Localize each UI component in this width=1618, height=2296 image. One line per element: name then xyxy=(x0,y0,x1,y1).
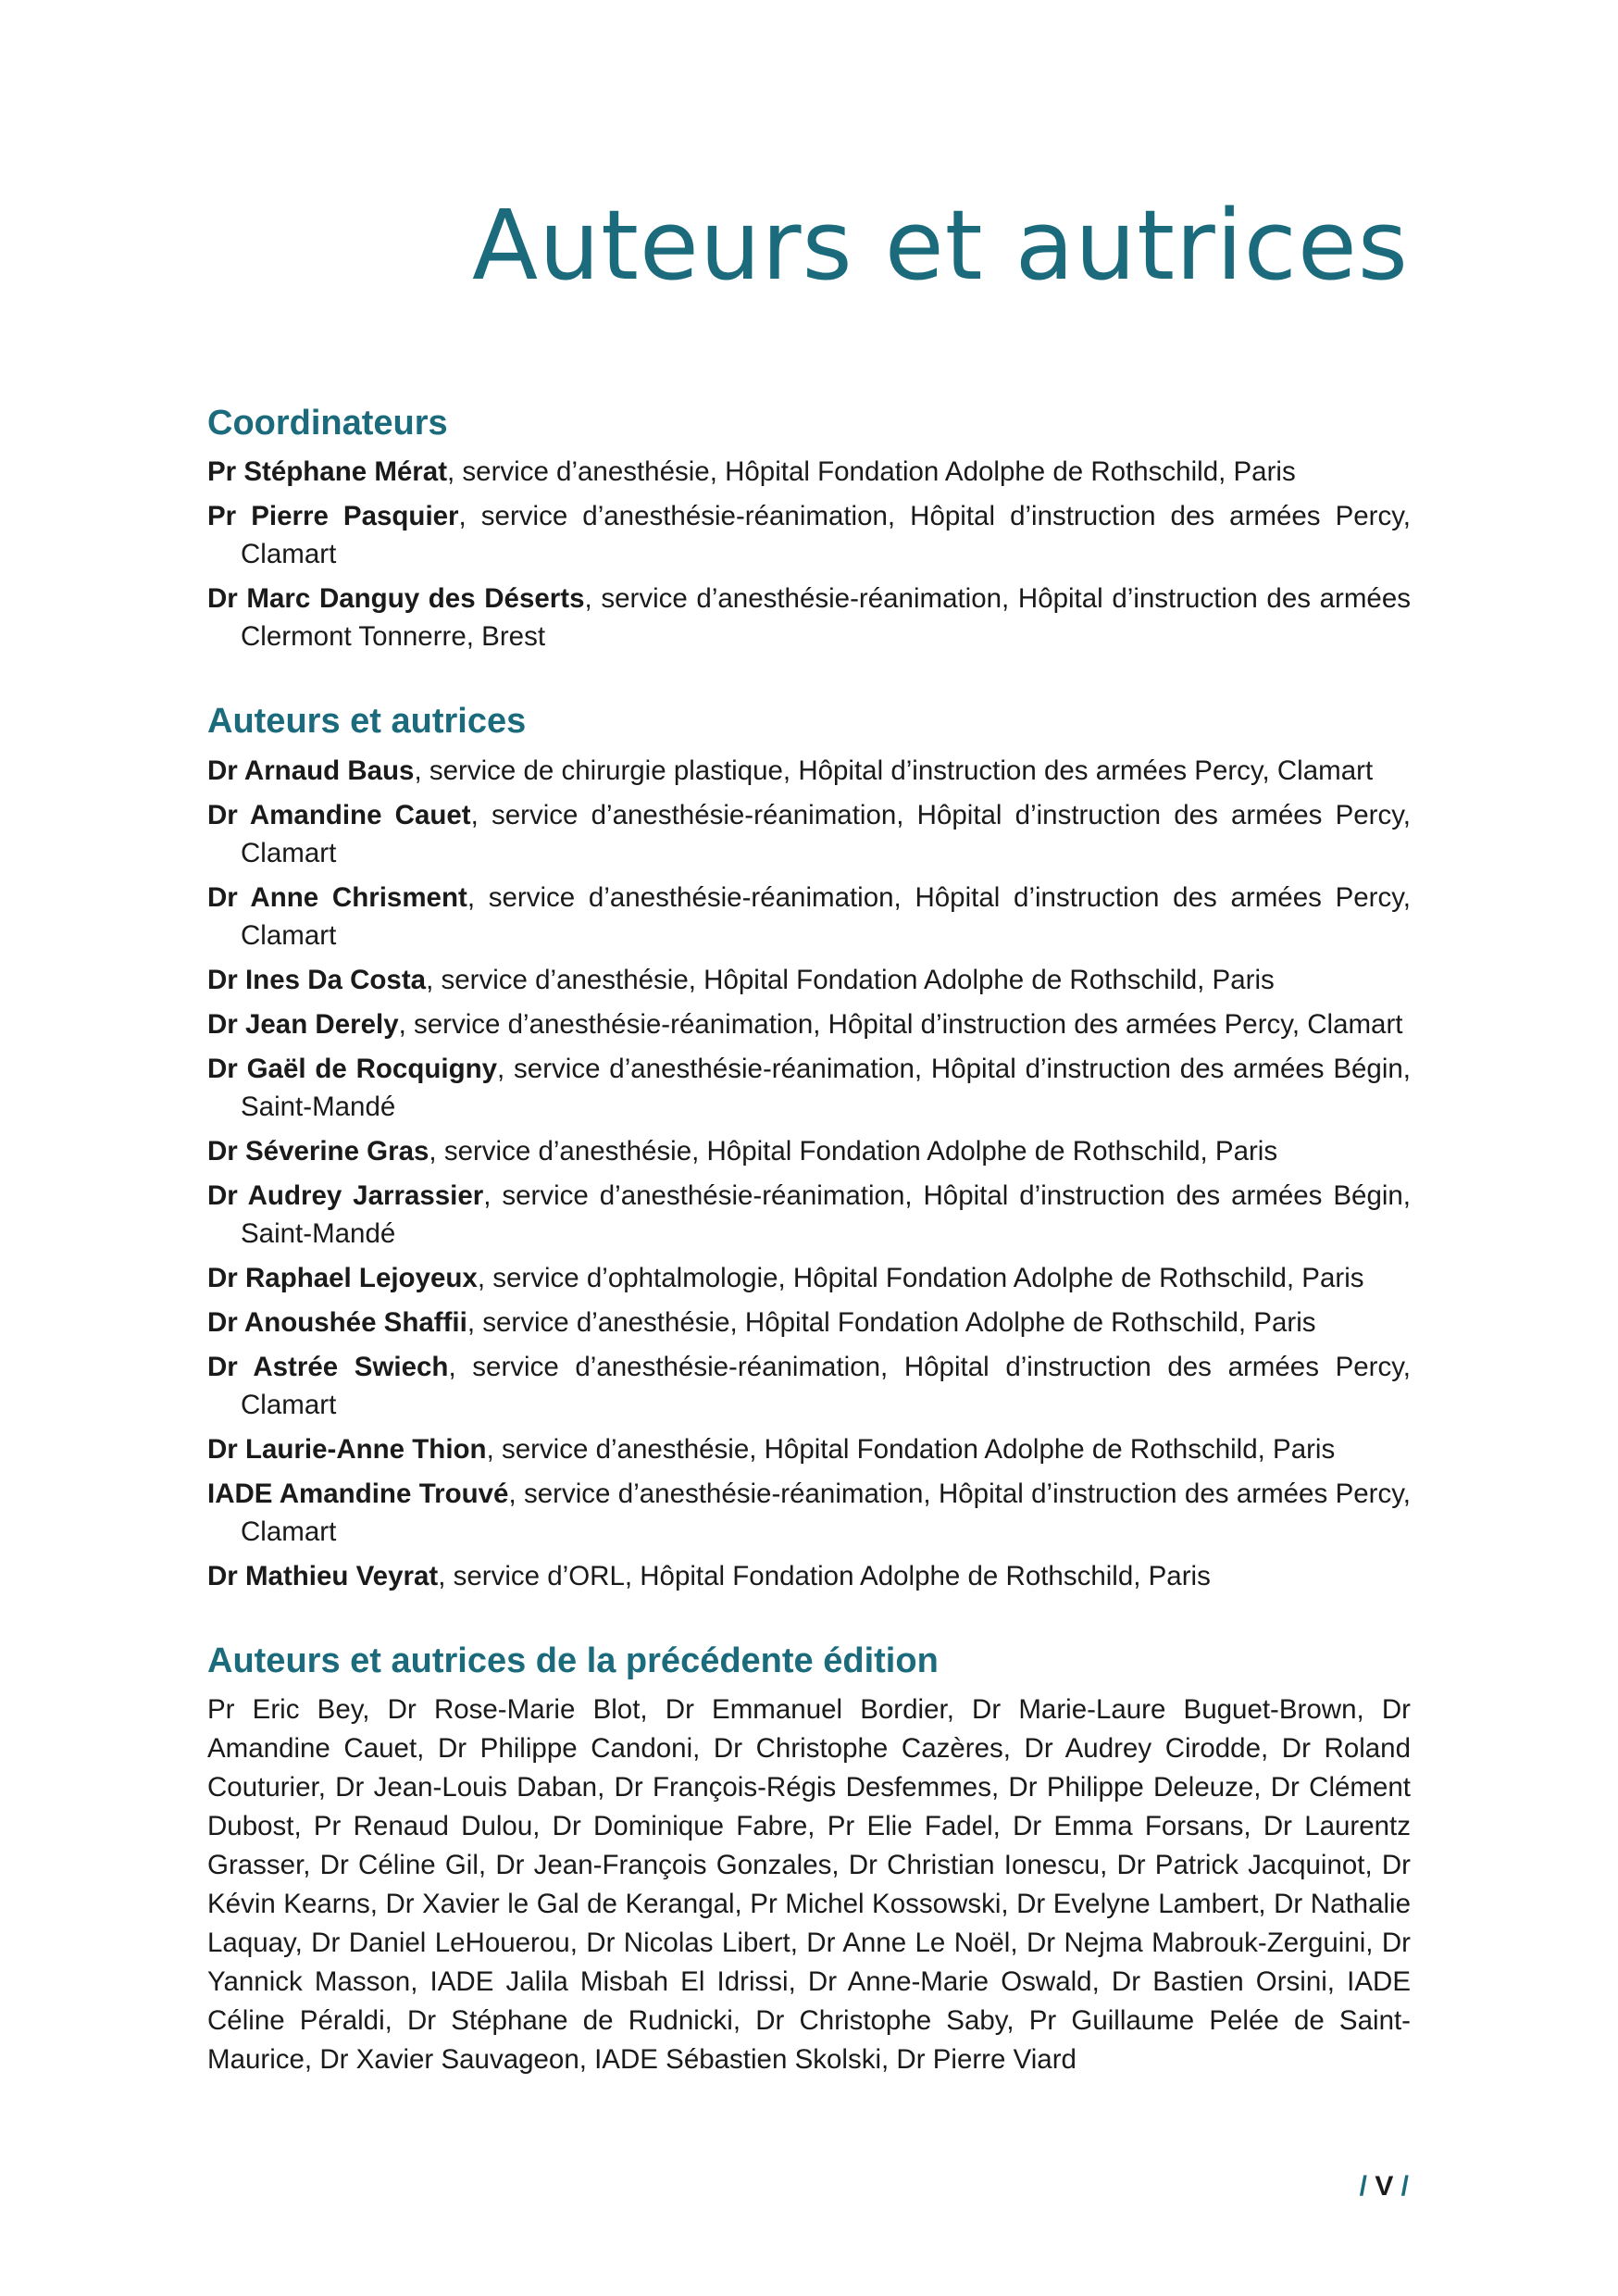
author-affiliation: , service d’anesthésie-réanimation, Hôpital d’instruction des armées Percy, Clamart xyxy=(398,1008,1403,1040)
author-entry xyxy=(207,497,1411,573)
author-name: IADE Amandine Trouvé xyxy=(207,1478,509,1509)
author-name: Dr Amandine Cauet xyxy=(207,799,471,830)
author-entry xyxy=(207,752,1411,790)
author-affiliation: , service d’ophtalmologie, Hôpital Fondation Adolphe de Rothschild, Paris xyxy=(477,1262,1364,1293)
coordinators-heading: Coordinateurs xyxy=(207,404,448,443)
author-name: Pr Stéphane Mérat xyxy=(207,456,448,488)
author-affiliation: , service d’anesthésie, Hôpital Fondation Adolphe de Rothschild, Paris xyxy=(426,964,1275,995)
author-affiliation: , service d’anesthésie-réanimation, Hôpital d’instruction des armées Percy, Clamart xyxy=(241,1478,1411,1547)
author-affiliation: , service d’anesthésie, Hôpital Fondation Adolphe de Rothschild, Paris xyxy=(486,1433,1336,1465)
page-number-value: V xyxy=(1375,2171,1394,2202)
previous-edition-heading: Auteurs et autrices de la précédente édition xyxy=(207,1641,939,1680)
authors-list xyxy=(207,752,1411,1595)
author-name: Dr Arnaud Baus xyxy=(207,755,415,786)
previous-edition-authors: Pr Eric Bey, Dr Rose-Marie Blot, Dr Emmanuel Bordier, Dr Marie-Laure Buguet-Brown, Dr Amandine Cauet, Dr Philippe Candoni, Dr Christophe Cazères, Dr Audrey Cirodde, Dr Roland Couturier, Dr Jean-Louis Daban, Dr François-Régis Desfemmes, Dr Philippe Deleuze, Dr Clément Dubost, Pr Renaud Dulou, Dr Dominique Fabre, Pr Elie Fadel, Dr Emma Forsans, Dr Laurentz Grasser, Dr Céline Gil, Dr Jean-François Gonzales, Dr Christian Ionescu, Dr Patrick Jacquinot, Dr Kévin Kearns, Dr Xavier le Gal de Kerangal, Pr Michel Kossowski, Dr Evelyne Lambert, Dr Nathalie Laquay, Dr Daniel LeHouerou, Dr Nicolas Libert, Dr Anne Le Noël, Dr Nejma Mabrouk-Zerguini, Dr Yannick Masson, IADE Jalila Misbah El Idrissi, Dr Anne-Marie Oswald, Dr Bastien Orsini, IADE Céline Péraldi, Dr Stéphane de Rudnicki, Dr Christophe Saby, Pr Guillaume Pelée de Saint-Maurice, Dr Xavier Sauvageon, IADE Sébastien Skolski, Dr Pierre Viard xyxy=(207,1693,1411,2075)
author-entry xyxy=(207,1005,1411,1043)
author-affiliation: , service d’anesthésie-réanimation, Hôpital d’instruction des armées Bégin, Saint-Mandé xyxy=(241,1053,1411,1122)
author-entry xyxy=(207,1304,1411,1341)
author-affiliation: , service d’anesthésie-réanimation, Hôpital d’instruction des armées Percy, Clamart xyxy=(241,799,1411,868)
author-name: Dr Raphael Lejoyeux xyxy=(207,1262,478,1293)
author-name: Dr Anne Chrisment xyxy=(207,881,467,913)
coordinators-list xyxy=(207,453,1411,655)
previous-edition-section xyxy=(207,1638,1411,2079)
author-entry xyxy=(207,1259,1411,1297)
author-entry xyxy=(207,1348,1411,1424)
author-entry xyxy=(207,1475,1411,1551)
page-number-suffix: / xyxy=(1393,2171,1409,2202)
author-entry xyxy=(207,879,1411,955)
author-name: Dr Gaël de Rocquigny xyxy=(207,1053,498,1084)
author-name: Dr Séverine Gras xyxy=(207,1135,429,1167)
author-name: Dr Mathieu Veyrat xyxy=(207,1560,439,1591)
author-entry xyxy=(207,1050,1411,1126)
author-entry xyxy=(207,1430,1411,1468)
author-affiliation: , service d’anesthésie, Hôpital Fondation Adolphe de Rothschild, Paris xyxy=(447,456,1296,488)
author-entry xyxy=(207,961,1411,999)
authors-section xyxy=(207,698,1411,1594)
page-number xyxy=(1360,2171,1409,2202)
author-affiliation: , service de chirurgie plastique, Hôpital d’instruction des armées Percy, Clamart xyxy=(414,755,1374,786)
author-affiliation: , service d’anesthésie, Hôpital Fondation Adolphe de Rothschild, Paris xyxy=(429,1135,1278,1167)
author-affiliation: , service d’anesthésie-réanimation, Hôpital d’instruction des armées Percy, Clamart xyxy=(241,1351,1412,1420)
author-entry xyxy=(207,453,1411,491)
author-entry xyxy=(207,580,1411,655)
author-affiliation: , service d’ORL, Hôpital Fondation Adolphe de Rothschild, Paris xyxy=(438,1560,1211,1591)
authors-heading: Auteurs et autrices xyxy=(207,702,527,742)
author-name: Dr Laurie-Anne Thion xyxy=(207,1433,487,1465)
author-affiliation: , service d’anesthésie-réanimation, Hôpital d’instruction des armées Percy, Clamart xyxy=(241,501,1411,570)
author-name: Dr Jean Derely xyxy=(207,1008,399,1040)
author-entry xyxy=(207,796,1411,872)
coordinators-section xyxy=(207,400,1411,655)
author-affiliation: , service d’anesthésie-réanimation, Hôpital d’instruction des armées Percy, Clamart xyxy=(241,881,1412,951)
page-number-prefix: / xyxy=(1359,2171,1375,2202)
author-name: Dr Audrey Jarrassier xyxy=(207,1179,484,1211)
author-affiliation: , service d’anesthésie-réanimation, Hôpital d’instruction des armées Clermont Tonnerre, Brest xyxy=(241,583,1411,653)
author-entry xyxy=(207,1557,1411,1595)
author-name: Pr Pierre Pasquier xyxy=(207,501,459,532)
author-entry xyxy=(207,1177,1411,1253)
author-name: Dr Astrée Swiech xyxy=(207,1351,449,1382)
author-affiliation: , service d’anesthésie-réanimation, Hôpital d’instruction des armées Bégin, Saint-Mandé xyxy=(241,1179,1412,1249)
author-entry xyxy=(207,1132,1411,1170)
page-content xyxy=(207,400,1411,2079)
page-title: Auteurs et autrices xyxy=(472,189,1409,302)
author-name: Dr Ines Da Costa xyxy=(207,964,427,995)
author-name: Dr Marc Danguy des Déserts xyxy=(207,583,585,615)
author-name: Dr Anoushée Shaffii xyxy=(207,1306,467,1338)
author-affiliation: , service d’anesthésie, Hôpital Fondation Adolphe de Rothschild, Paris xyxy=(467,1306,1316,1338)
